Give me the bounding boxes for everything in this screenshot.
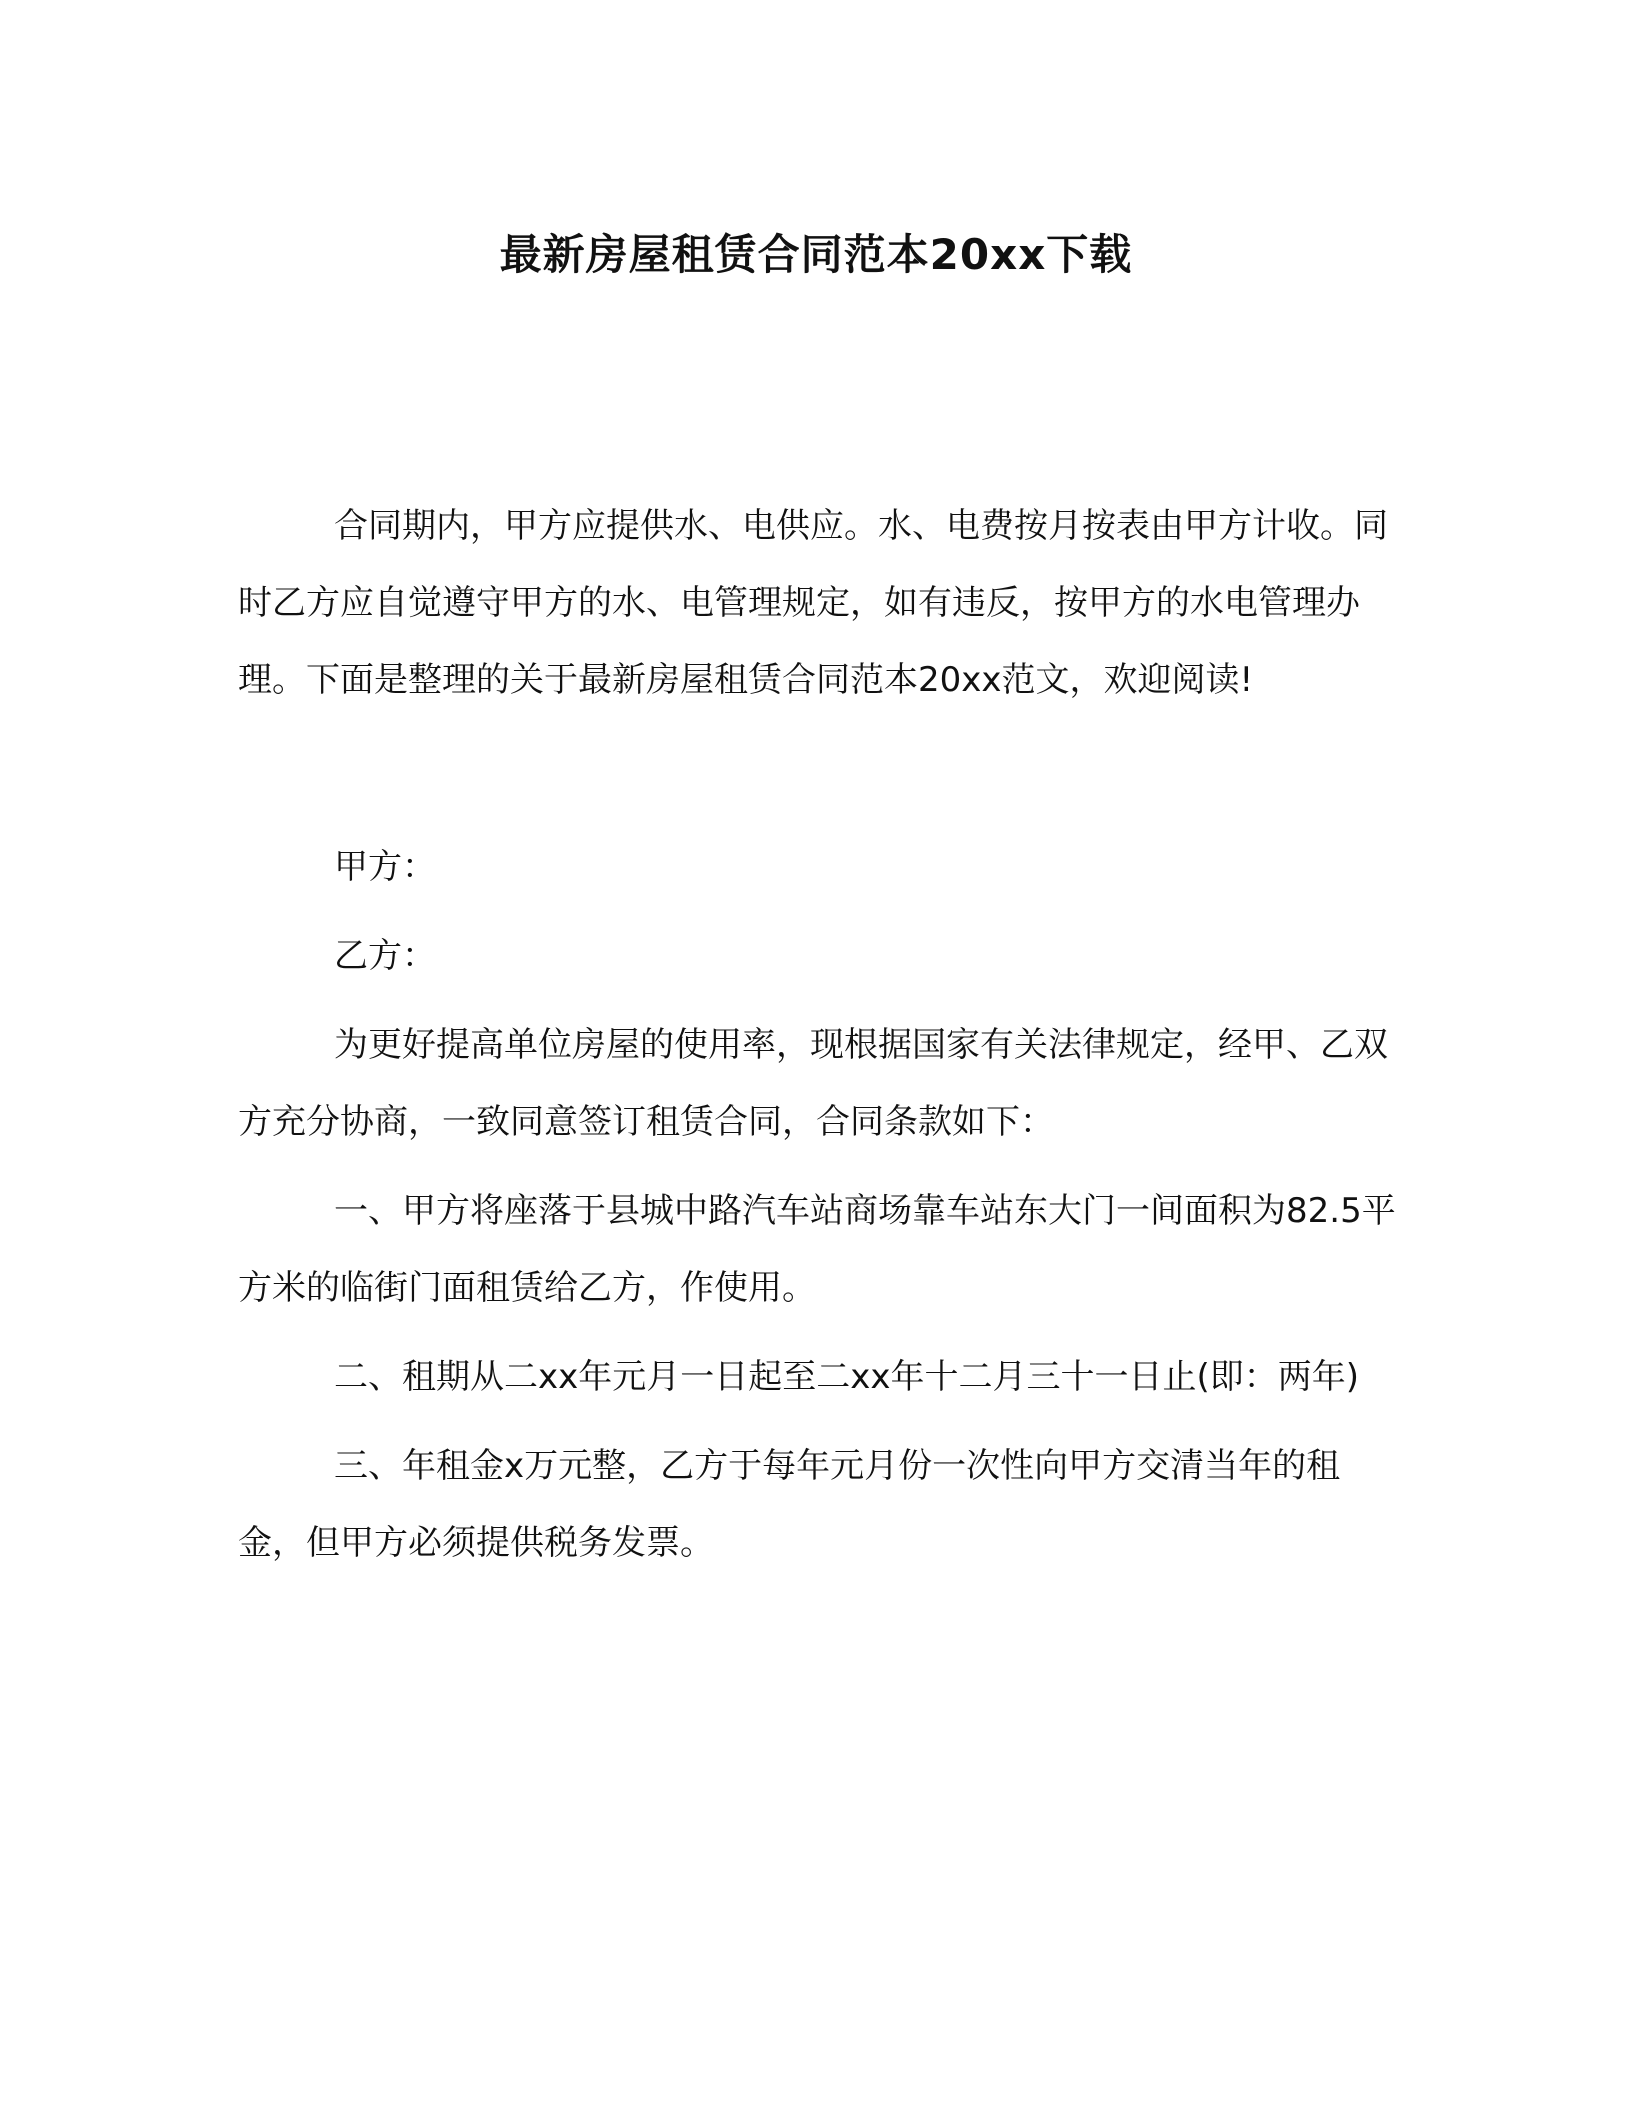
document-title: 最新房屋租赁合同范本20xx下载: [499, 230, 1133, 279]
intro-paragraph: 合同期内，甲方应提供水、电供应。水、电费按月按表由甲方计收。同时乙方应自觉遵守甲方的水、电管理规定，如有违反，按甲方的水电管理办理。下面是整理的关于最新房屋租赁合同范本20xx范文，欢迎阅读!: [238, 506, 1388, 700]
clause-1-paragraph: 一、甲方将座落于县城中路汽车站商场靠车站东大门一间面积为82.5平方米的临街门面租赁给乙方，作使用。: [238, 1191, 1396, 1308]
party-a-line: 甲方：: [334, 847, 436, 887]
party-b-line: 乙方：: [334, 936, 436, 976]
clause-3-paragraph: 三、年租金x万元整，乙方于每年元月份一次性向甲方交清当年的租金，但甲方必须提供税务发票。: [238, 1446, 1341, 1563]
clause-2-paragraph: 二、租期从二xx年元月一日起至二xx年十二月三十一日止(即：两年): [334, 1357, 1360, 1397]
preamble-paragraph: 为更好提高单位房屋的使用率，现根据国家有关法律规定，经甲、乙双方充分协商，一致同意签订租赁合同，合同条款如下：: [238, 1025, 1388, 1142]
document-body: [238, 488, 1398, 1582]
